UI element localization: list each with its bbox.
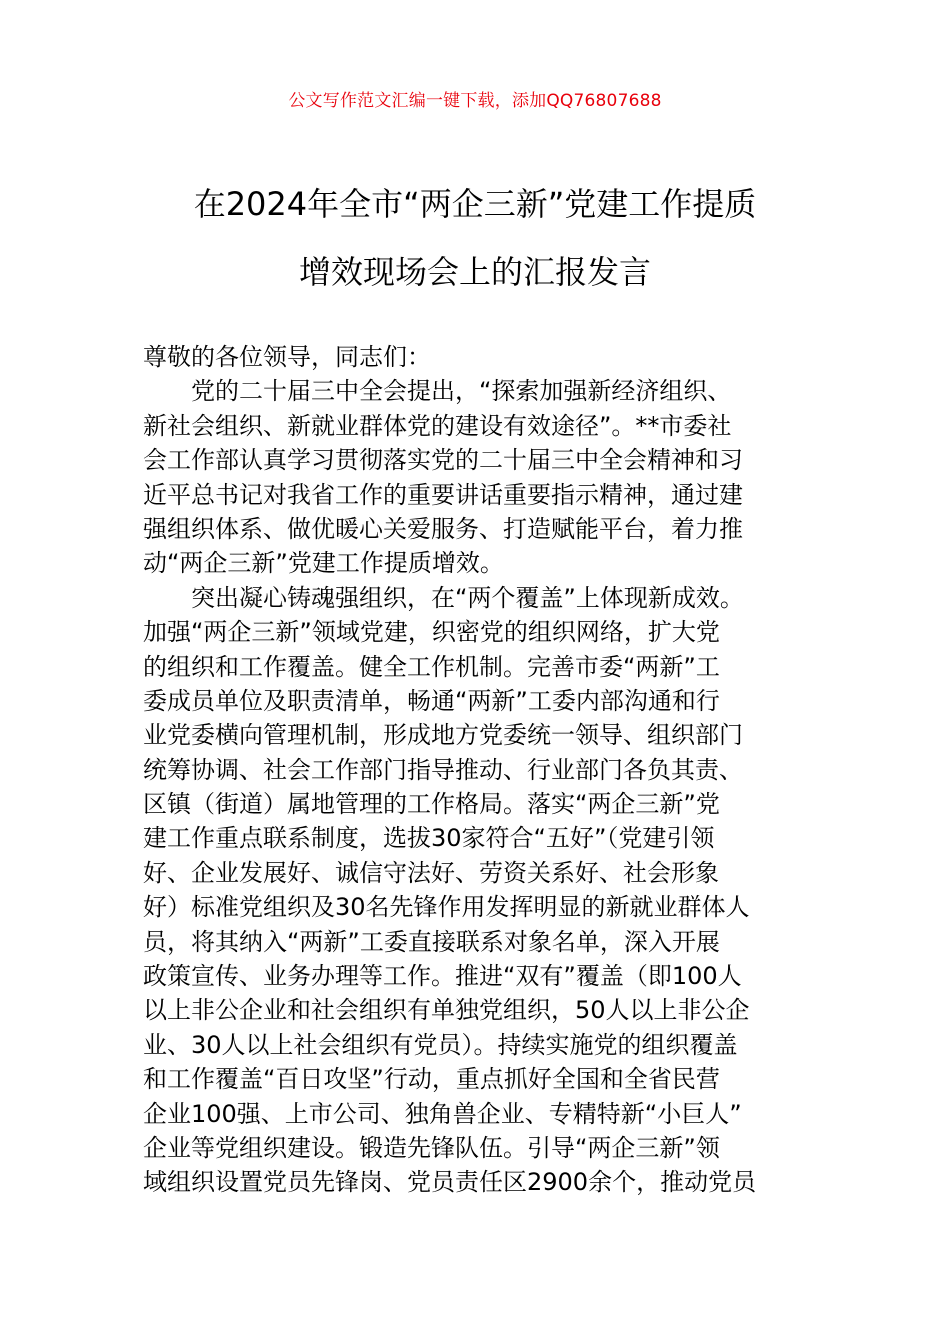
body-text-line: 动“两企三新”党建工作提质增效。 xyxy=(143,549,504,578)
body-text-line: 以上非公企业和社会组织有单独党组织，50人以上非公企 xyxy=(143,996,750,1025)
body-text-line: 党的二十届三中全会提出，“探索加强新经济组织、 xyxy=(191,377,732,406)
body-text-line: 政策宣传、业务办理等工作。推进“双有”覆盖（即100人 xyxy=(143,962,742,991)
body-text-line: 员，将其纳入“两新”工委直接联系对象名单，深入开展 xyxy=(143,927,720,956)
body-text-line: 好、企业发展好、诚信守法好、劳资关系好、社会形象 xyxy=(143,858,719,887)
body-text-line: 尊敬的各位领导，同志们： xyxy=(143,343,431,371)
body-text-line: 和工作覆盖“百日攻坚”行动，重点抓好全国和全省民营 xyxy=(143,1065,720,1094)
body-text-line: 强组织体系、做优暖心关爱服务、打造赋能平台，着力推 xyxy=(143,514,743,543)
body-text-line: 加强“两企三新”领域党建，织密党的组织网络，扩大党 xyxy=(143,618,720,647)
document-title-line-1: 在2024年全市“两企三新”党建工作提质 xyxy=(193,185,757,223)
body-text-line: 委成员单位及职责清单，畅通“两新”工委内部沟通和行 xyxy=(143,686,720,715)
body-text-line: 近平总书记对我省工作的重要讲话重要指示精神，通过建 xyxy=(143,480,743,509)
body-text-line: 域组织设置党员先锋岗、党员责任区2900余个，推动党员 xyxy=(143,1168,757,1197)
body-text-line: 企业100强、上市公司、独角兽企业、专精特新“小巨人” xyxy=(143,1099,742,1128)
body-text-line: 企业等党组织建设。锻造先锋队伍。引导“两企三新”领 xyxy=(143,1133,720,1162)
body-text-line: 业党委横向管理机制，形成地方党委统一领导、组织部门 xyxy=(143,721,743,750)
body-text-line: 突出凝心铸魂强组织，在“两个覆盖”上体现新成效。 xyxy=(191,583,744,612)
body-text-line: 新社会组织、新就业群体党的建设有效途径”。**市委社 xyxy=(143,411,732,440)
body-text-line: 建工作重点联系制度，选拔30家符合“五好”（党建引领 xyxy=(143,824,715,853)
body-text-line: 业、30人以上社会组织有党员）。持续实施党的组织覆盖 xyxy=(143,1030,738,1059)
body-text-line: 统筹协调、社会工作部门指导推动、行业部门各负其责、 xyxy=(143,755,743,784)
body-text-line: 会工作部认真学习贯彻落实党的二十届三中全会精神和习 xyxy=(143,446,743,475)
document-title-line-2: 增效现场会上的汇报发言 xyxy=(298,253,651,291)
body-text-line: 好）标准党组织及30名先锋作用发挥明显的新就业群体人 xyxy=(143,893,750,922)
body-text-line: 的组织和工作覆盖。健全工作机制。完善市委“两新”工 xyxy=(143,652,720,681)
body-text-line: 区镇（街道）属地管理的工作格局。落实“两企三新”党 xyxy=(143,790,720,819)
document-body xyxy=(143,340,808,1200)
promo-header-text: 公文写作范文汇编一键下载，添加QQ76807688 xyxy=(288,91,662,111)
